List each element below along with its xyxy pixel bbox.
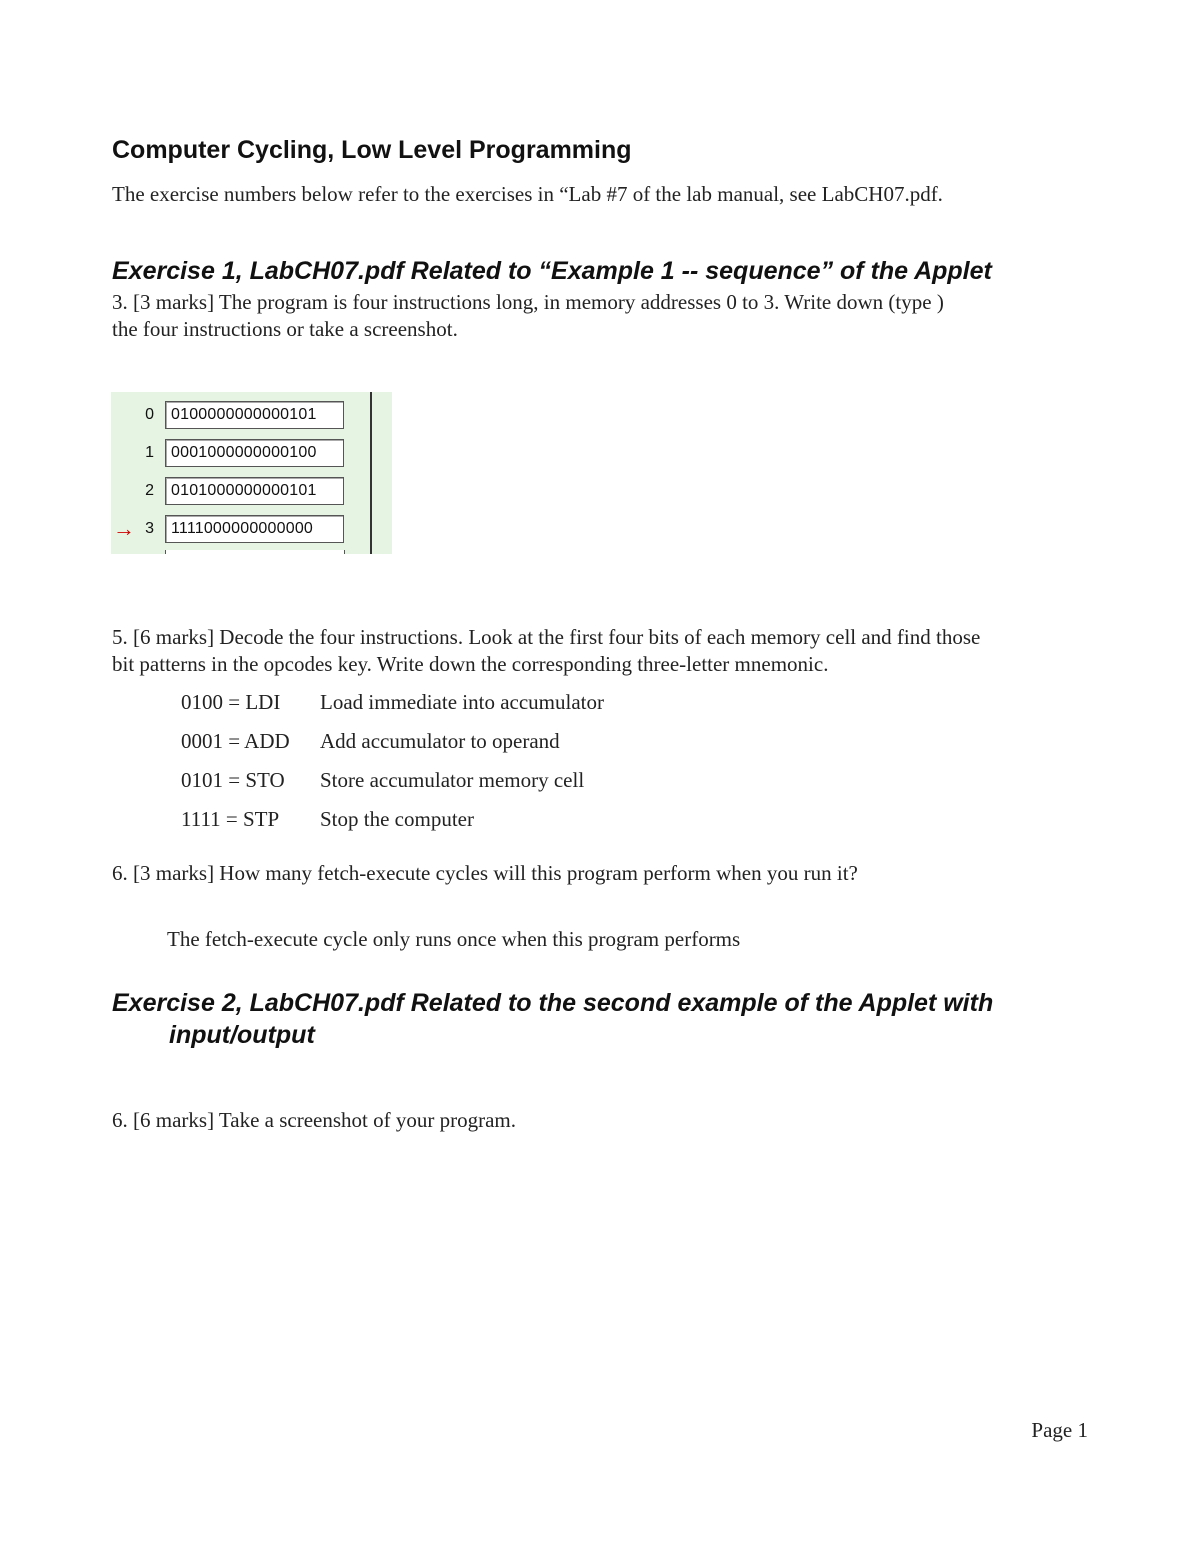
memory-cell-partial	[165, 550, 345, 554]
opcode-code: 0101 = STO	[181, 768, 285, 792]
document-title: Computer Cycling, Low Level Programming	[112, 136, 632, 164]
opcode-description: Load immediate into accumulator	[320, 690, 604, 714]
question-5-line-2: bit patterns in the opcodes key. Write down the corresponding three-letter mnemonic.	[112, 652, 829, 676]
memory-row	[111, 515, 351, 545]
memory-address: 0	[145, 406, 154, 423]
exercise-2-heading-line-1: Exercise 2, LabCH07.pdf Related to the second example of the Applet with	[112, 989, 994, 1017]
memory-address: 1	[145, 444, 154, 461]
exercise-2-heading-line-2: input/output	[169, 1021, 315, 1049]
opcode-code: 0100 = LDI	[181, 690, 281, 714]
question-6-answer: The fetch-execute cycle only runs once when this program performs	[167, 927, 741, 951]
exercise-2-question-6: 6. [6 marks] Take a screenshot of your program.	[112, 1108, 517, 1132]
question-6: 6. [3 marks] How many fetch-execute cycles will this program perform when you run it?	[112, 861, 858, 885]
opcode-code: 0001 = ADD	[181, 729, 290, 753]
question-3-line-2: the four instructions or take a screenshot.	[112, 317, 458, 341]
memory-row	[111, 401, 351, 431]
page-number: Page 1	[1031, 1418, 1088, 1442]
memory-cell: 0001000000000100	[165, 439, 344, 467]
memory-address: 2	[145, 482, 154, 499]
question-5-line-1: 5. [6 marks] Decode the four instructions. Look at the first four bits of each memory cell and find those	[112, 625, 981, 649]
memory-address: 3	[145, 520, 154, 537]
opcode-description: Stop the computer	[320, 807, 474, 831]
question-3-line-1: 3. [3 marks] The program is four instructions long, in memory addresses 0 to 3. Write down (type )	[112, 290, 944, 314]
memory-cell: 1111000000000000	[165, 515, 344, 543]
memory-cell: 0101000000000101	[165, 477, 344, 505]
opcode-description: Add accumulator to operand	[320, 729, 560, 753]
memory-cell: 0100000000000101	[165, 401, 344, 429]
memory-row	[111, 477, 351, 507]
program-counter-arrow-icon: →	[113, 516, 135, 541]
memory-screenshot	[111, 392, 392, 554]
memory-panel-divider	[370, 392, 372, 554]
exercise-1-heading: Exercise 1, LabCH07.pdf Related to “Example 1 -- sequence” of the Applet	[112, 257, 992, 285]
opcode-code: 1111 = STP	[181, 807, 280, 831]
exercise-2-heading	[112, 987, 993, 1051]
memory-row	[111, 439, 351, 469]
opcode-description: Store accumulator memory cell	[320, 768, 585, 792]
intro-text: The exercise numbers below refer to the exercises in “Lab #7 of the lab manual, see LabCH07.pdf.	[112, 182, 943, 206]
